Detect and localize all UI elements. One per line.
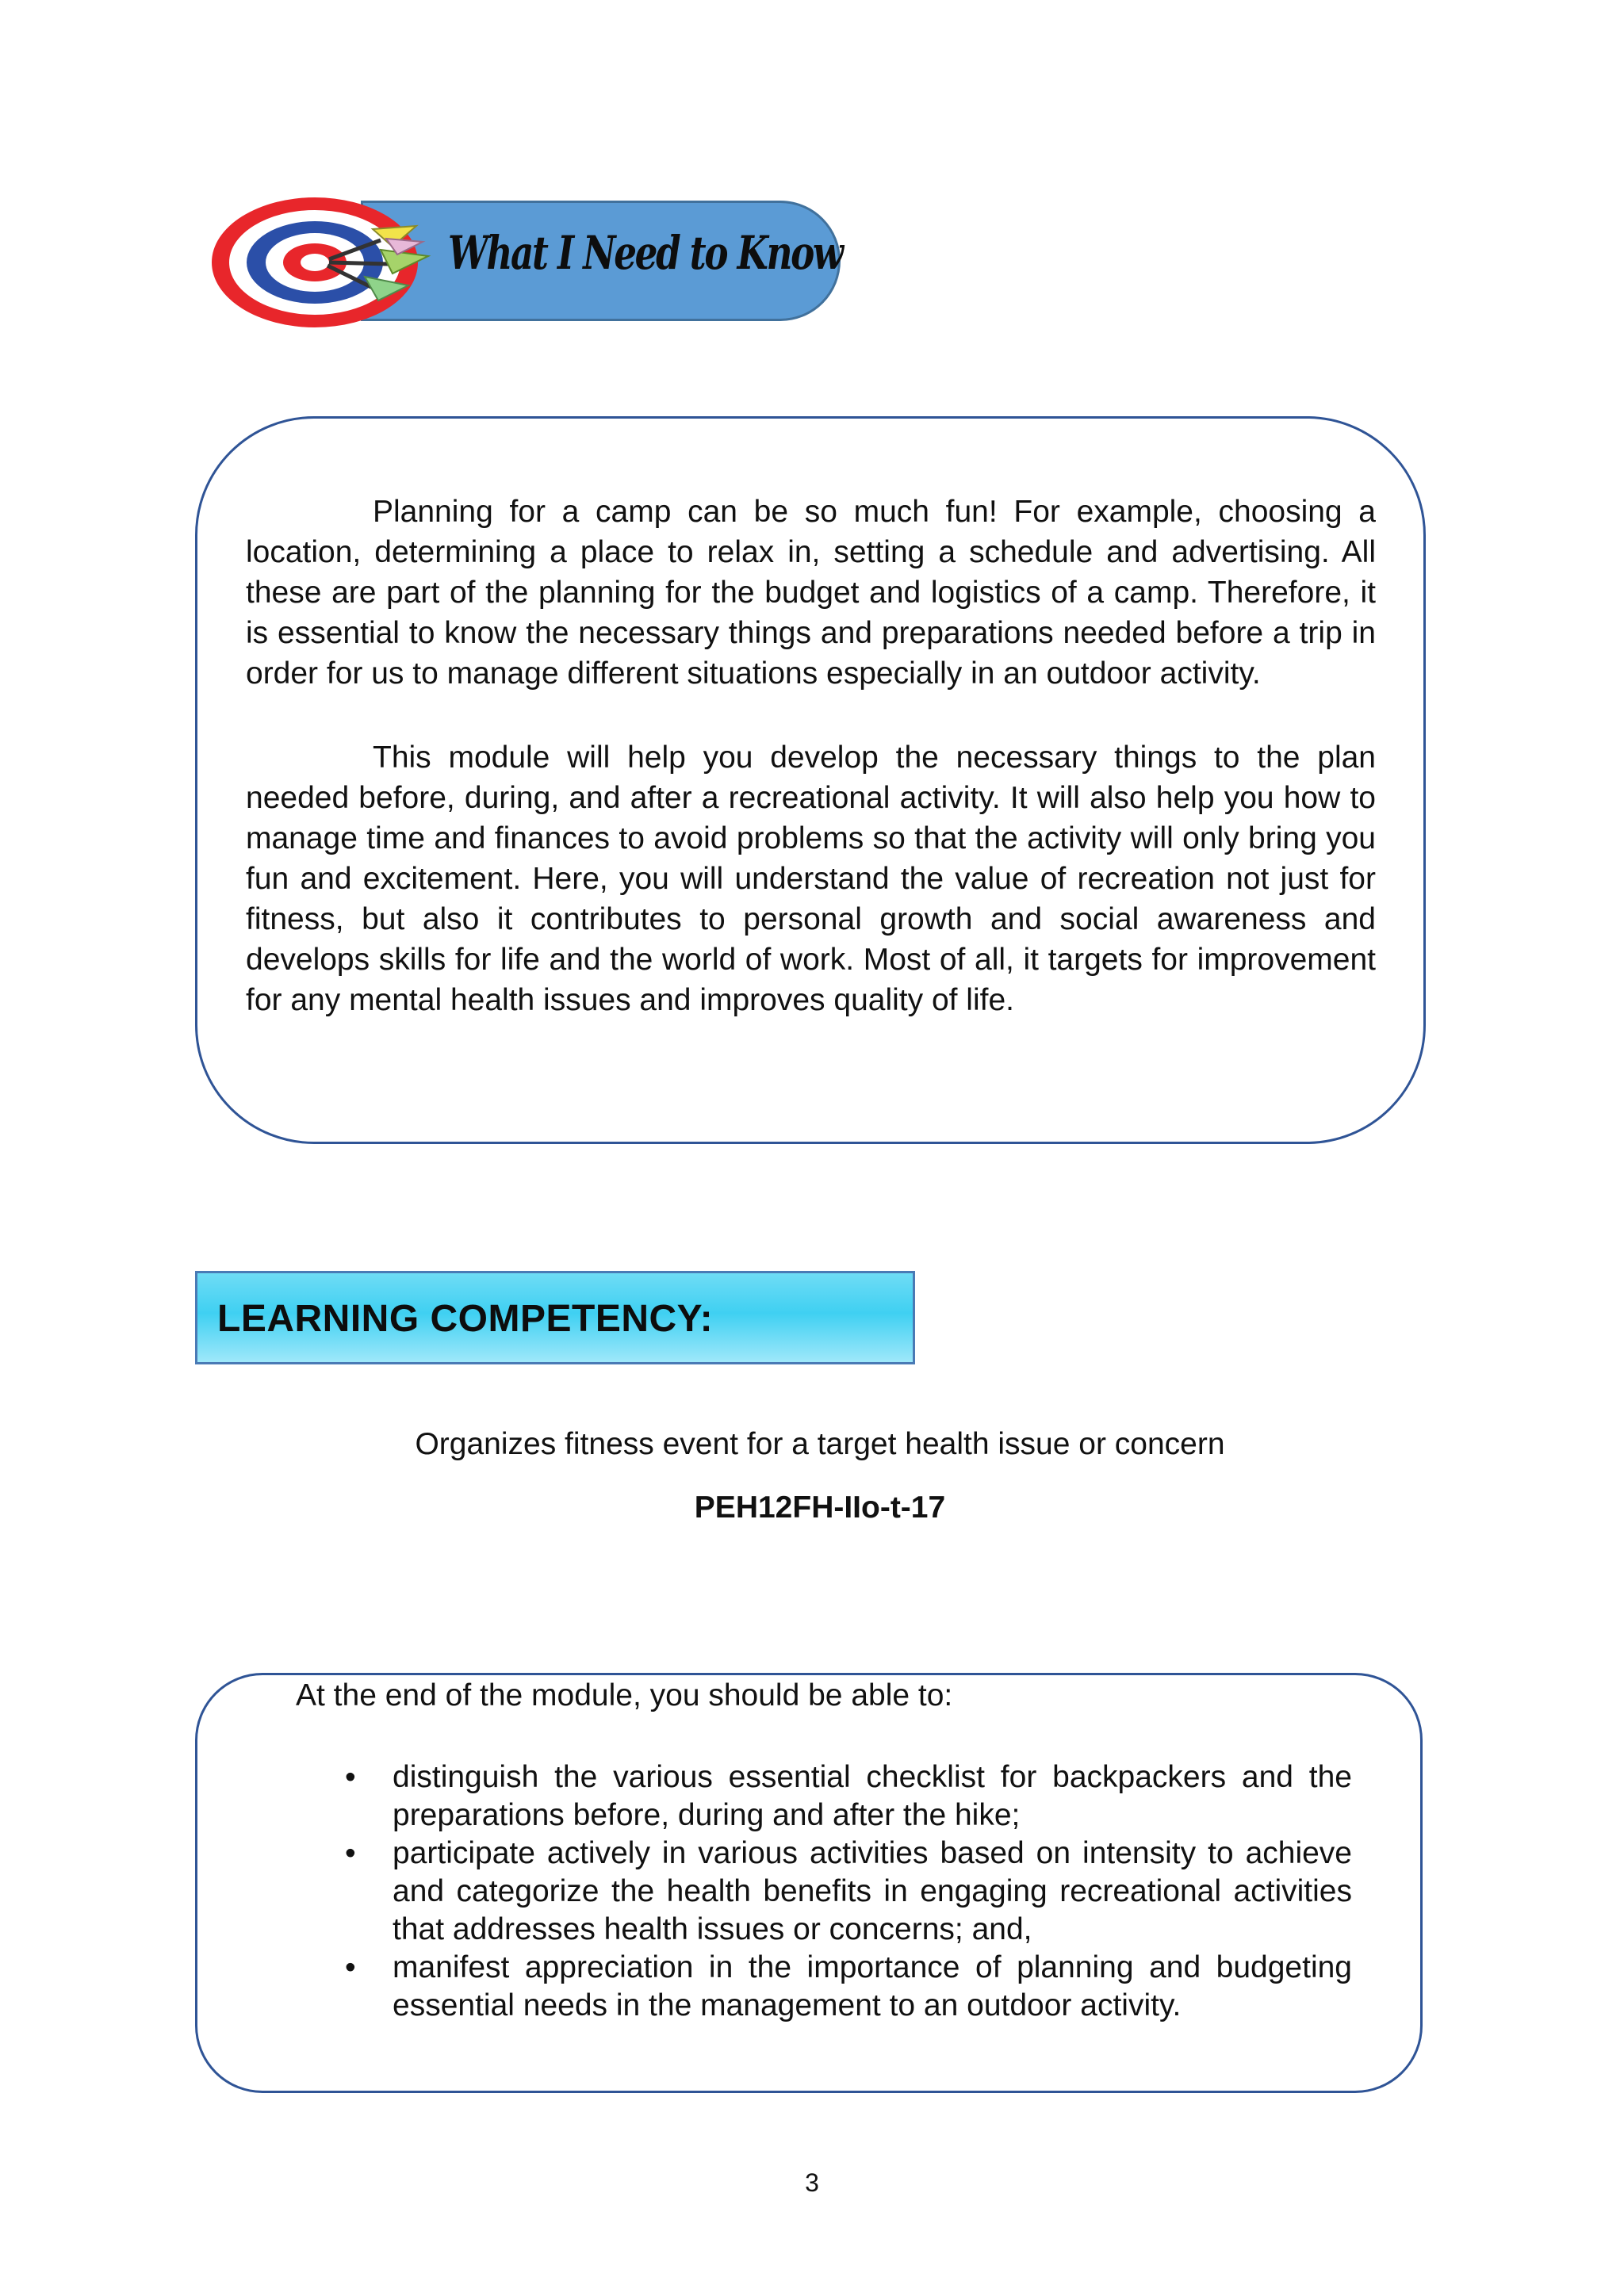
competency-code: PEH12FH-IIo-t-17 (694, 1490, 946, 1525)
list-item-text: distinguish the various essential checklist for backpackers and the preparations before, during and after the hike; (393, 1760, 1352, 1832)
objectives-intro: At the end of the module, you should be able to: (296, 1678, 953, 1712)
intro-paragraph: This module will help you develop the necessary things to the plan needed before, during, and after a recreational activity. It will also help you how to manage time and finances to avoid problems so that the activity will only bring you fun and excitement. Here, you will understand the value of recreation not just for fitness, but also it contributes to personal growth and social awareness and develops skills for life and the world of work. Most of all, it targets for improvement for any mental health issues and improves quality of life. (246, 740, 1376, 1017)
list-item (341, 1758, 1352, 1835)
page-number: 3 (805, 2168, 819, 2197)
competency-header (195, 1271, 915, 1364)
objectives-list (341, 1758, 1352, 2025)
intro-paragraph: Planning for a camp can be so much fun! For example, choosing a location, determining a place to relax in, setting a schedule and advertising. All these are part of the planning for the budget and logistics of a camp. Therefore, it is essential to know the necessary things and preparations needed before a trip in order for us to manage different situations especially in an outdoor activity. (246, 495, 1376, 691)
list-item-text: manifest appreciation in the importance of planning and budgeting essential needs in the management to an outdoor activity. (393, 1950, 1352, 2022)
competency-description: Organizes fitness event for a target health issue or concern (415, 1427, 1225, 1461)
intro-text (246, 492, 1376, 1064)
bullet-icon: • (345, 1760, 356, 1794)
section-title: What I Need to Know (448, 226, 842, 280)
list-item-text: participate actively in various activities based on intensity to achieve and categorize the health benefits in engaging recreational activities that addresses health issues or concerns; and, (393, 1836, 1352, 1946)
section-banner (210, 194, 845, 329)
list-item (341, 1949, 1352, 2025)
list-item (341, 1835, 1352, 1949)
bullet-icon: • (345, 1950, 356, 1984)
competency-heading: LEARNING COMPETENCY: (217, 1298, 714, 1340)
dartboard-target-icon (210, 194, 448, 329)
bullet-icon: • (345, 1836, 356, 1870)
